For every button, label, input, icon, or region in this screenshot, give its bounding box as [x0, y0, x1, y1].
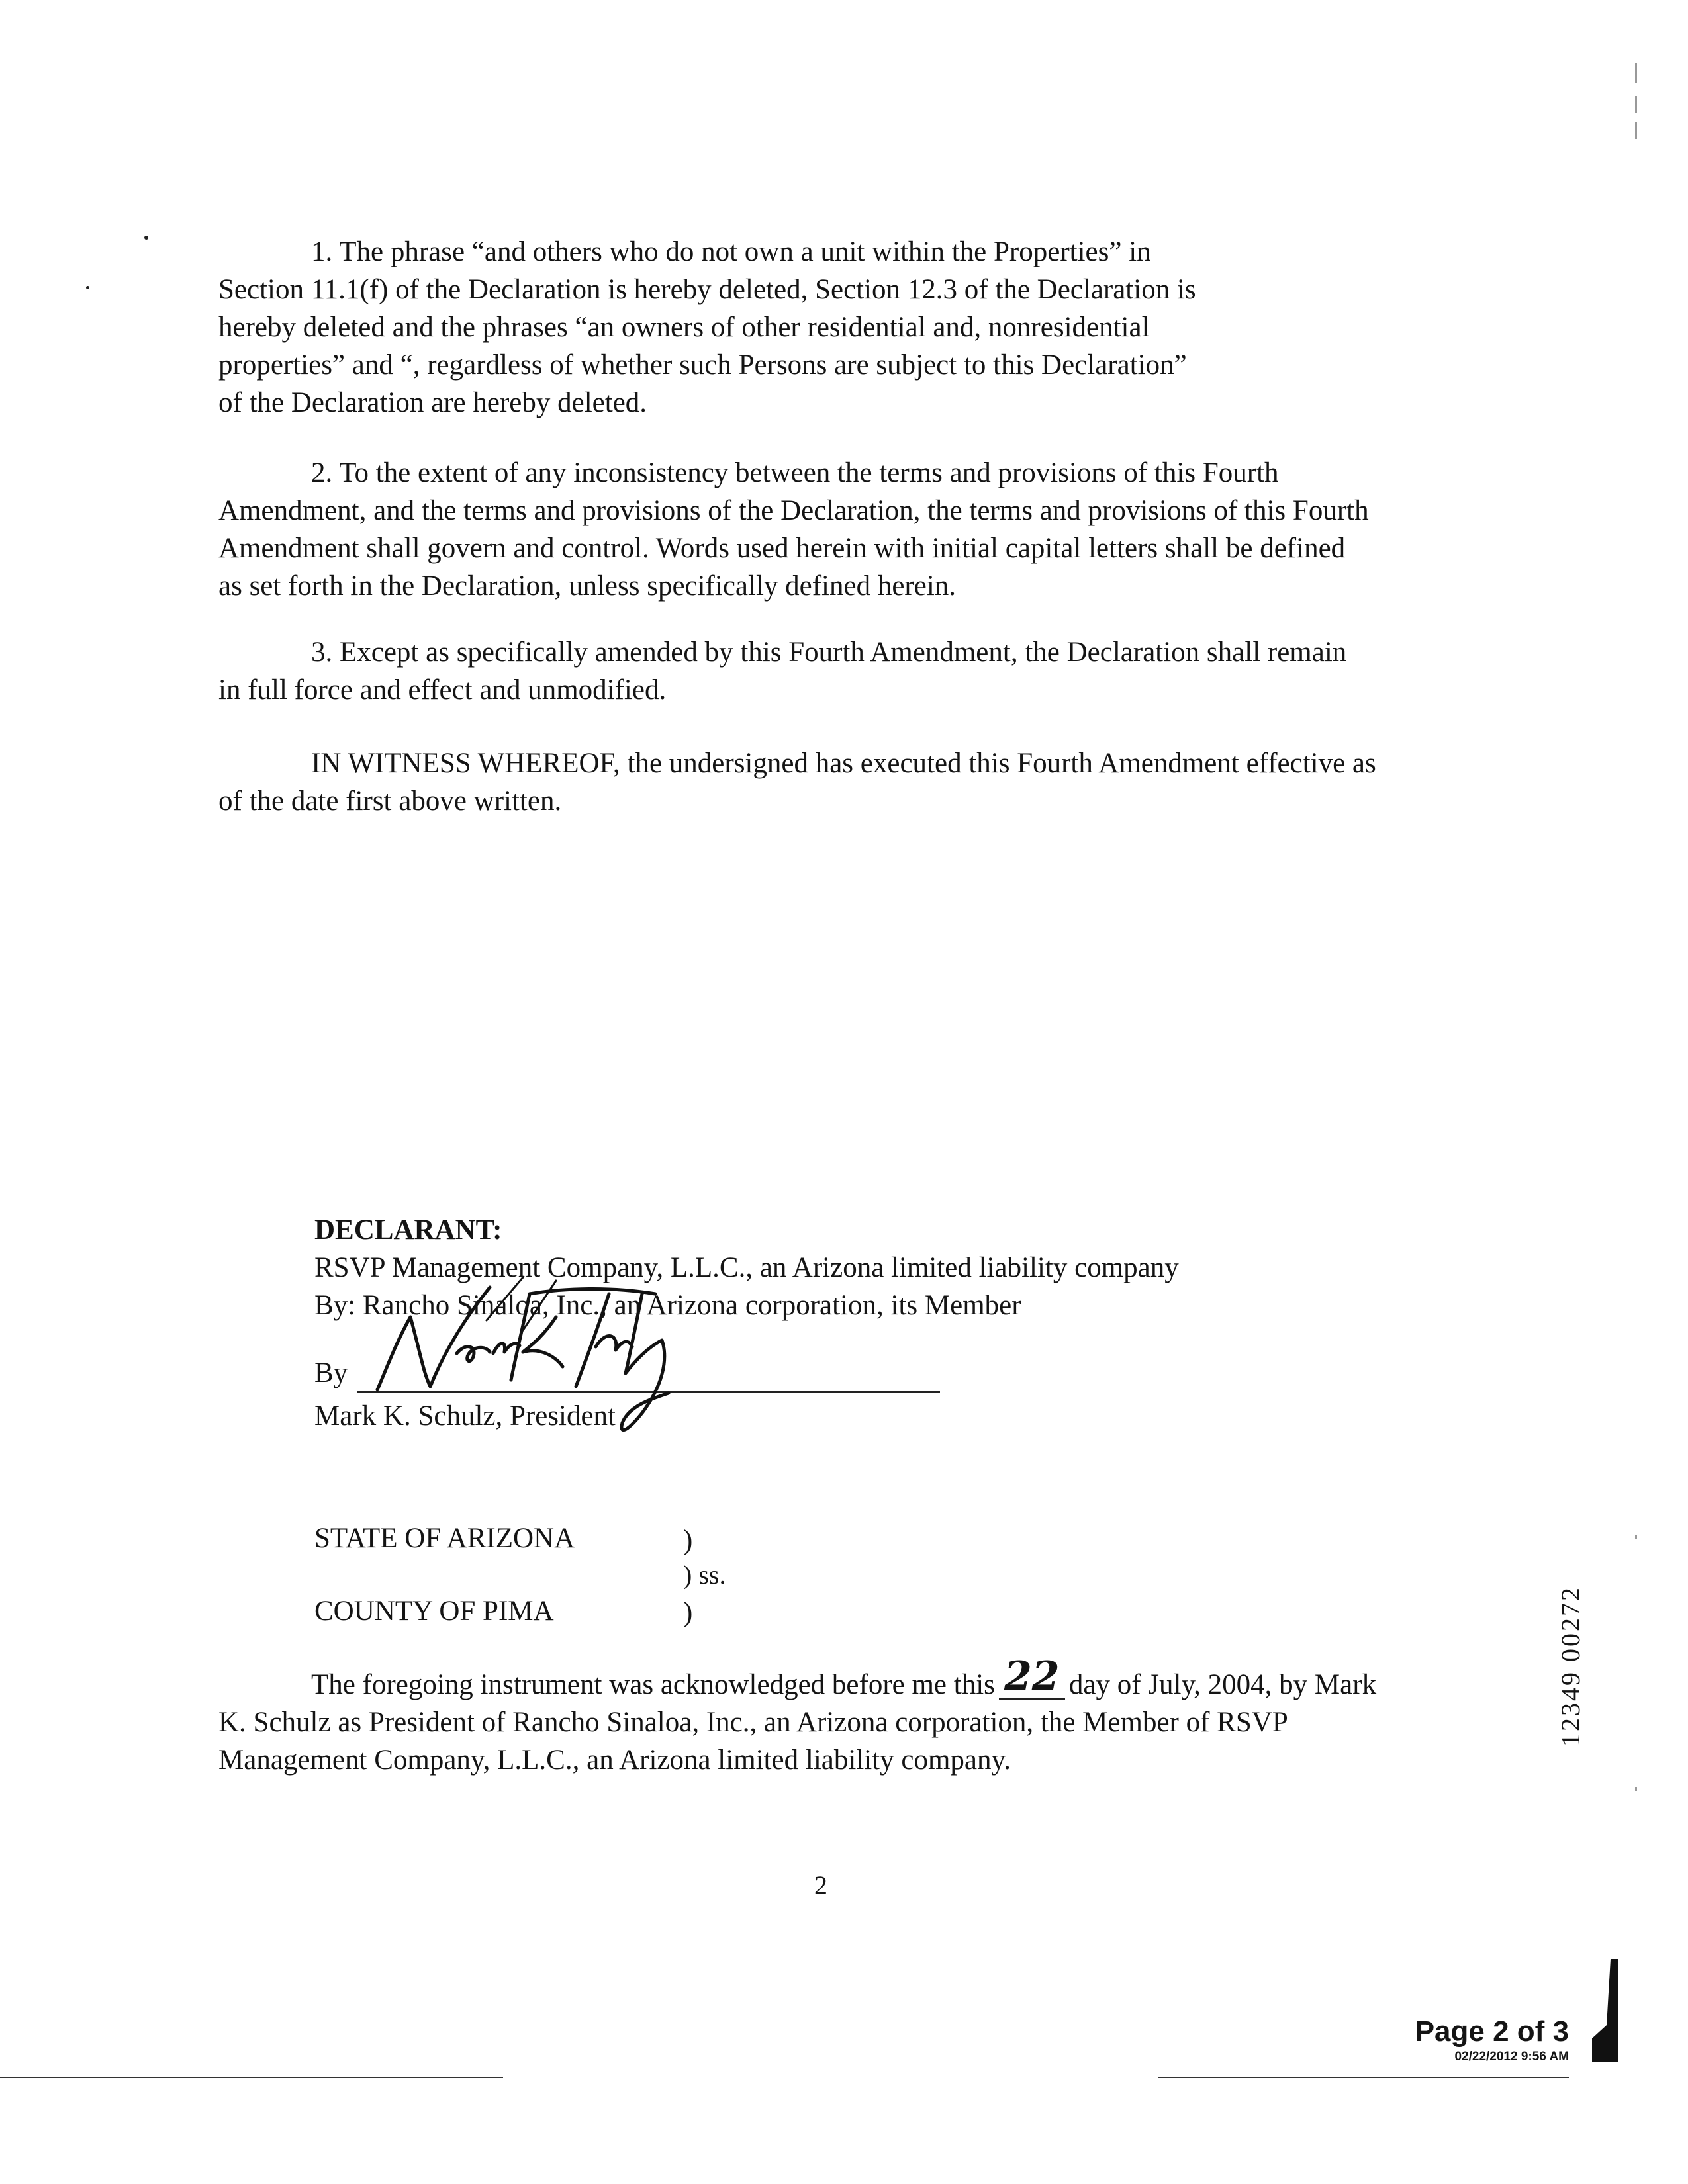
venue-county: COUNTY OF PIMA: [314, 1596, 554, 1627]
scan-edge-mark: [1635, 122, 1637, 139]
para2-line2: Amendment, and the terms and provisions of the Declaration, the terms and provisions of this Fourth: [218, 495, 1369, 526]
scan-edge-mark: [1635, 96, 1637, 113]
signature-by-label: By: [314, 1357, 348, 1388]
declarant-member: By: Rancho Sinaloa, Inc., an Arizona corporation, its Member: [314, 1290, 1021, 1321]
venue-state: STATE OF ARIZONA: [314, 1523, 575, 1554]
page-number: 2: [814, 1870, 827, 1900]
declarant-heading: DECLARANT:: [314, 1214, 502, 1246]
para1-line5: of the Declaration are hereby deleted.: [218, 387, 647, 418]
ack-text-after: day of July, 2004, by Mark: [1068, 1669, 1377, 1700]
venue-paren-1: ): [683, 1525, 693, 1556]
scan-speck: [86, 286, 89, 289]
stamp-timestamp: 02/22/2012 9:56 AM: [1454, 2050, 1569, 2064]
ack-line3: Management Company, L.L.C., an Arizona limited liability company.: [218, 1745, 1011, 1776]
witness-line1: IN WITNESS WHEREOF, the undersigned has executed this Fourth Amendment effective as: [311, 748, 1376, 779]
venue-ss: ) ss.: [683, 1560, 726, 1590]
scan-speck: [144, 236, 148, 240]
scan-edge-mark: [1635, 1787, 1637, 1791]
para1-line2: Section 11.1(f) of the Declaration is hereby deleted, Section 12.3 of the Declaration is: [218, 274, 1196, 305]
paragraph-2: [218, 454, 1430, 605]
para1-line3: hereby deleted and the phrases “an owners of other residential and, nonresidential: [218, 312, 1150, 343]
para1-line1: 1. The phrase “and others who do not own a unit within the Properties” in: [311, 236, 1151, 267]
scan-edge-mark: [1635, 1535, 1637, 1539]
venue-paren-2: ): [683, 1597, 693, 1628]
witness-line2: of the date first above written.: [218, 786, 562, 817]
scan-edge-bar: [1592, 1959, 1618, 2062]
scan-edge-mark: [1635, 63, 1637, 83]
para1-line4: properties” and “, regardless of whether such Persons are subject to this Declaration”: [218, 349, 1187, 381]
page-stamp: [1415, 2015, 1569, 2064]
para3-line1: 3. Except as specifically amended by this Fourth Amendment, the Declaration shall remain: [311, 637, 1347, 668]
ack-text-before: The foregoing instrument was acknowledged before me this: [311, 1669, 995, 1700]
recording-number: 12349 00272: [1556, 1586, 1585, 1747]
bottom-rule-right: [1158, 2077, 1569, 2078]
para2-line4: as set forth in the Declaration, unless specifically defined herein.: [218, 570, 957, 602]
stamp-page-count: Page 2 of 3: [1415, 2015, 1569, 2048]
paragraph-3: [218, 633, 1430, 709]
para3-line2: in full force and effect and unmodified.: [218, 674, 667, 705]
ack-line2: K. Schulz as President of Rancho Sinaloa, Inc., an Arizona corporation, the Member of RSVP: [218, 1707, 1288, 1738]
handwritten-signature: [357, 1267, 768, 1453]
ack-day-handwritten: 22: [999, 1666, 1065, 1704]
declarant-company: RSVP Management Company, L.L.C., an Arizona limited liability company: [314, 1252, 1179, 1283]
para2-line1: 2. To the extent of any inconsistency between the terms and provisions of this Fourth: [311, 457, 1279, 488]
paragraph-1: [218, 233, 1430, 422]
para2-line3: Amendment shall govern and control. Words used herein with initial capital letters shall be defined: [218, 533, 1346, 564]
signer-name: Mark K. Schulz, President: [314, 1400, 616, 1432]
bottom-rule-left: [0, 2077, 503, 2078]
witness-paragraph: [218, 745, 1430, 820]
acknowledgment-paragraph: [218, 1653, 1423, 1779]
